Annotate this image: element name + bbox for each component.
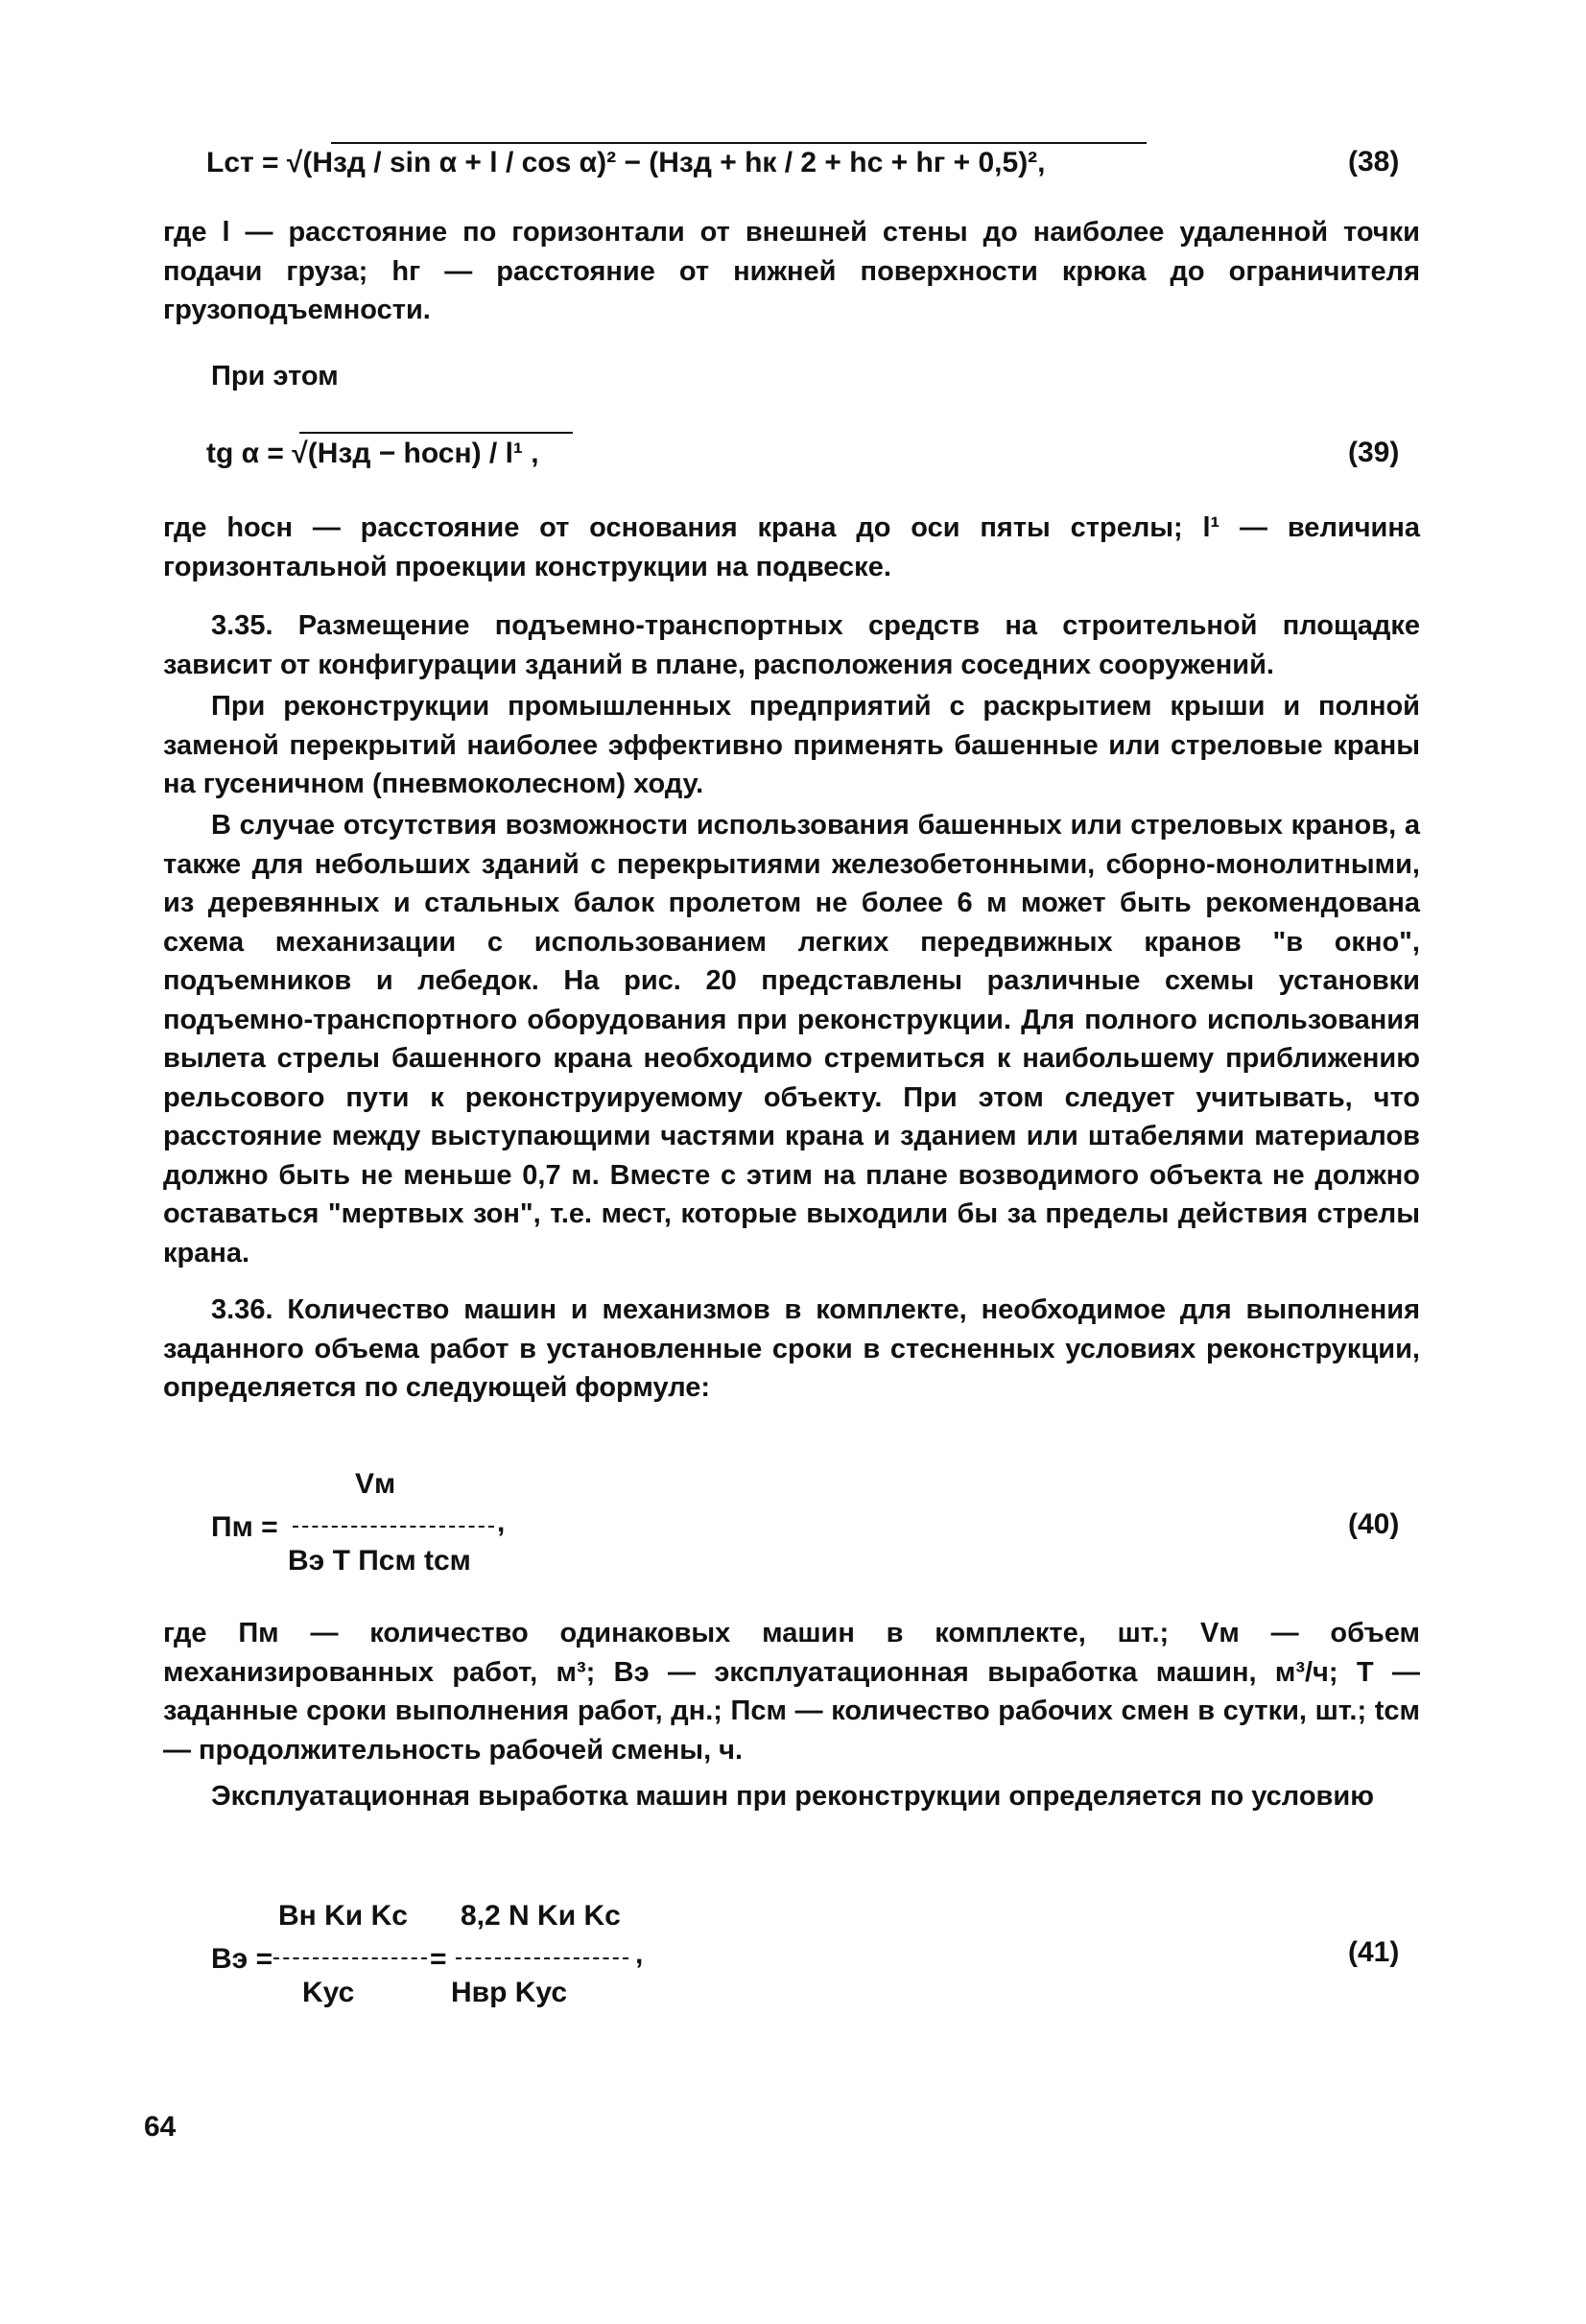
formula-41-tail: ,: [635, 1938, 644, 1970]
formula-40-bar: [293, 1526, 494, 1528]
paragraph-mechanization: В случае отсутствия возможности использования башенных или стреловых кранов, а также для небольших зданий с перекрытиями железобетонными, сборно-монолитными, из деревянных и стальных балок пролетом не более 6 м может быть рекомендована схема механизации с использованием легких передвижных кранов "в окно", подъемников и лебедок. На рис. 20 представлены различные схемы установки подъемно-транспортного оборудования при реконструкции. Для полного использования вылета стрелы башенного крана необходимо стремиться к наибольшему приближению рельсового пути к реконструируемому объекту. При этом следует учитывать, что расстояние между выступающими частями крана и зданием или штабелями материалов должно быть не меньше 0,7 м. Вместе с этим на плане возводимого объекта не должно оставаться "мертвых зон", т.е. мест, которые выходили бы за пределы действия стрелы крана.: [163, 810, 1420, 1269]
formula-38: Lст = √(Hзд / sin α + l / cos α)² − (Hзд + hк / 2 + hс + hг + 0,5)²,: [206, 147, 1046, 178]
formula-41-denominator-1: Kус: [302, 1977, 355, 2008]
equation-number-39: (39): [1348, 437, 1400, 468]
paragraph-3-35: 3.35. Размещение подъемно-транспортных средств на строительной площадке зависит от конфигурации зданий в плане, расположения соседних сооружений.: [163, 610, 1420, 680]
formula-40-tail: ,: [497, 1506, 506, 1538]
formula-41-equals: =: [430, 1943, 447, 1975]
formula-41-numerator-1: Bн Kи Kс: [278, 1900, 408, 1932]
formula-41-bar-1: [273, 1957, 427, 1959]
radical-bar-38: [331, 142, 1147, 144]
formula-41-bar-2: [456, 1957, 628, 1959]
paragraph-definitions-38: где l — расстояние по горизонтали от внешней стены до наиболее удаленной точки подачи груза; hг — расстояние от нижней поверхности крюка до ограничителя грузоподъемности.: [163, 217, 1420, 325]
formula-41-denominator-2: Hвр Kус: [451, 1977, 568, 2008]
paragraph-pri-etom: При этом: [211, 361, 339, 391]
formula-40-denominator: Bэ T Псм tсм: [288, 1545, 471, 1577]
equation-number-41: (41): [1348, 1936, 1400, 1968]
paragraph-definitions-39: где hосн — расстояние от основания крана до оси пяты стрелы; l¹ — величина горизонтальной проекции конструкции на подвеске.: [163, 512, 1420, 582]
formula-41-numerator-2: 8,2 N Kи Kс: [461, 1900, 621, 1932]
formula-39: tg α = √(Hзд − hосн) / l¹ ,: [206, 438, 539, 469]
paragraph-reconstruction: При реконструкции промышленных предприятий с раскрытием крыши и полной заменой перекрытий наиболее эффективно применять башенные или стреловые краны на гусеничном (пневмоколесном) ходу.: [163, 691, 1420, 799]
formula-40-lhs: Пм =: [211, 1511, 278, 1543]
paragraph-vyrabotka: Эксплуатационная выработка машин при реконструкции определяется по условию: [211, 1781, 1374, 1812]
equation-number-38: (38): [1348, 146, 1400, 178]
formula-41-lhs: Bэ =: [211, 1943, 273, 1975]
paragraph-3-36: 3.36. Количество машин и механизмов в комплекте, необходимое для выполнения заданного объема работ в установленные сроки в стесненных условиях реконструкции, определяется по следующей формуле:: [163, 1294, 1420, 1403]
radical-bar-39: [299, 432, 573, 434]
page-number: 64: [144, 2111, 177, 2143]
formula-40-numerator: Vм: [355, 1468, 396, 1500]
paragraph-definitions-40: где Пм — количество одинаковых машин в комплекте, шт.; Vм — объем механизированных работ, м³; Bэ — эксплуатационная выработка машин, м³/ч; T — заданные сроки выполнения работ, дн.; Псм — количество рабочих смен в сутки, шт.; tсм — продолжительность рабочей смены, ч.: [163, 1618, 1420, 1766]
equation-number-40: (40): [1348, 1508, 1400, 1540]
